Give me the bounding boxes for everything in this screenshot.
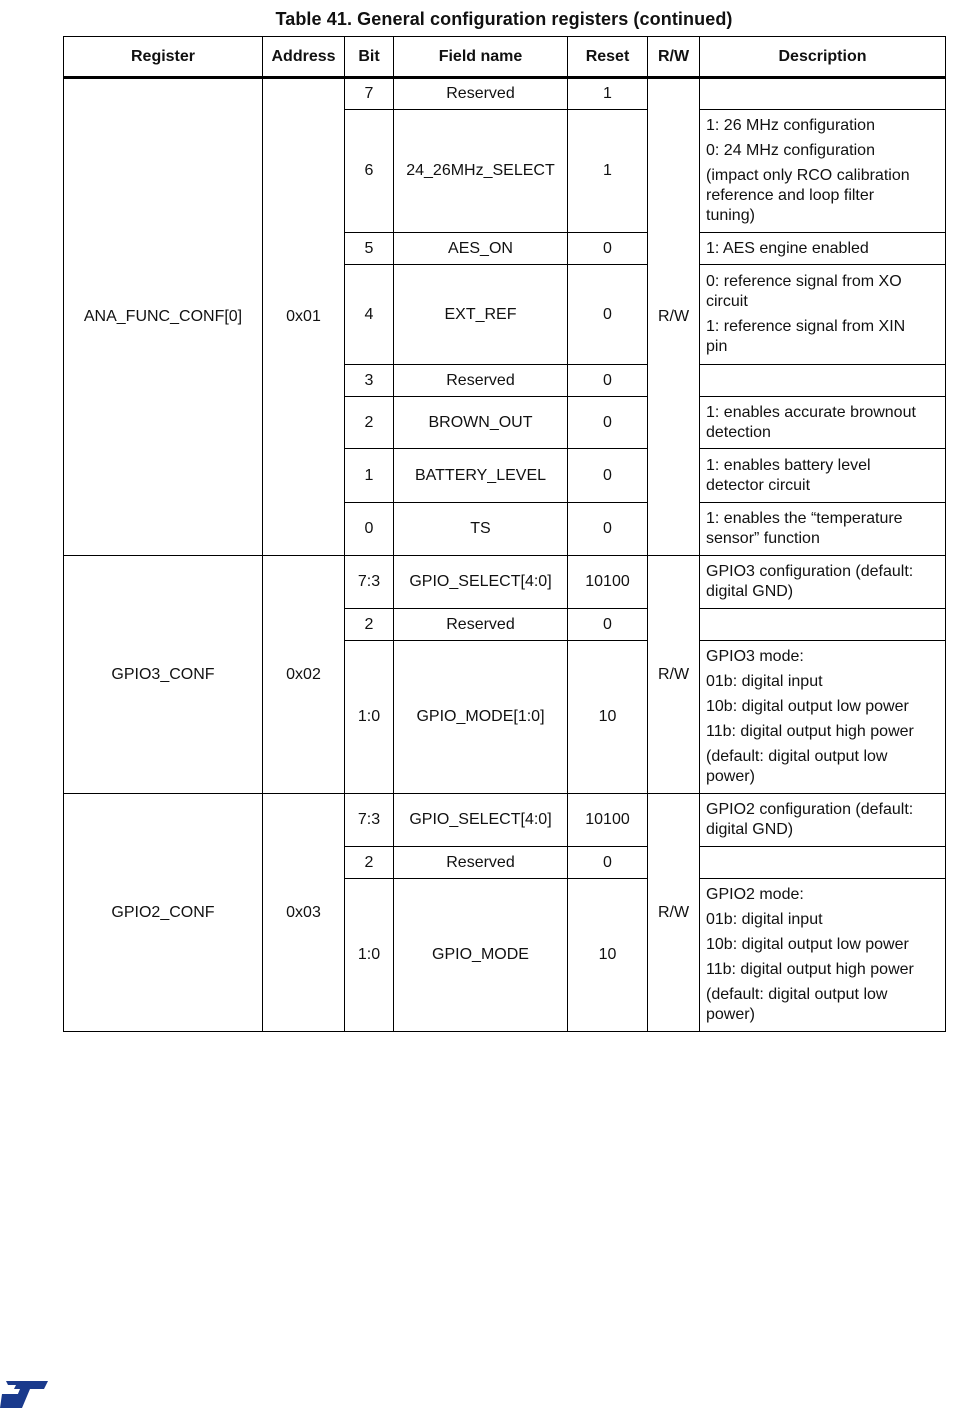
reset-cell: 0 bbox=[568, 449, 648, 503]
description-line: reference and loop filter bbox=[706, 187, 875, 204]
description-cell bbox=[700, 641, 946, 794]
bit-cell: 0 bbox=[345, 503, 394, 556]
reset-cell: 0 bbox=[568, 847, 648, 879]
reset-cell: 0 bbox=[568, 609, 648, 641]
description-cell bbox=[700, 265, 946, 365]
description-line: (default: digital output low bbox=[706, 748, 888, 765]
description-line: detector circuit bbox=[706, 476, 811, 494]
bit-cell: 2 bbox=[345, 609, 394, 641]
bit-cell: 2 bbox=[345, 397, 394, 449]
field-name-cell: Reserved bbox=[394, 78, 568, 110]
description-line: 1: enables the “temperature bbox=[706, 510, 903, 527]
field-name-cell: 24_26MHz_SELECT bbox=[394, 110, 568, 233]
rw-cell: R/W bbox=[648, 794, 700, 1032]
field-name-cell: BROWN_OUT bbox=[394, 397, 568, 449]
description-line: 1: AES engine enabled bbox=[706, 239, 869, 257]
field-name-cell: GPIO_MODE bbox=[394, 879, 568, 1032]
bit-cell: 6 bbox=[345, 110, 394, 233]
description-line: (impact only RCO calibration bbox=[706, 167, 910, 184]
bit-cell: 7 bbox=[345, 78, 394, 110]
description-line: 1: enables battery level bbox=[706, 456, 871, 474]
header-field-name: Field name bbox=[394, 37, 568, 78]
description-line: sensor” function bbox=[706, 530, 820, 547]
description-cell bbox=[700, 110, 946, 233]
description-line: digital GND) bbox=[706, 583, 794, 600]
description-cell bbox=[700, 365, 946, 397]
bit-cell: 5 bbox=[345, 233, 394, 265]
register-table bbox=[63, 36, 946, 1032]
header-rw: R/W bbox=[648, 37, 700, 78]
field-name-cell: Reserved bbox=[394, 609, 568, 641]
field-name-cell: GPIO_SELECT[4:0] bbox=[394, 794, 568, 847]
register-name-cell: GPIO3_CONF bbox=[64, 556, 263, 794]
header-description: Description bbox=[700, 37, 946, 78]
description-cell bbox=[700, 233, 946, 265]
description-cell bbox=[700, 397, 946, 449]
description-line: power) bbox=[706, 768, 755, 785]
reset-cell: 10 bbox=[568, 879, 648, 1032]
header-reset: Reset bbox=[568, 37, 648, 78]
description-line: 0: 24 MHz configuration bbox=[706, 142, 875, 159]
bit-cell: 3 bbox=[345, 365, 394, 397]
field-name-cell: EXT_REF bbox=[394, 265, 568, 365]
header-address: Address bbox=[263, 37, 345, 78]
description-line: 10b: digital output low power bbox=[706, 936, 909, 953]
table-row bbox=[64, 794, 946, 847]
header-register: Register bbox=[64, 37, 263, 78]
description-line: (default: digital output low bbox=[706, 986, 888, 1003]
reset-cell: 1 bbox=[568, 78, 648, 110]
address-cell: 0x03 bbox=[263, 794, 345, 1032]
description-cell bbox=[700, 847, 946, 879]
table-row bbox=[64, 556, 946, 609]
description-line: digital GND) bbox=[706, 821, 794, 838]
reset-cell: 10100 bbox=[568, 794, 648, 847]
header-bit: Bit bbox=[345, 37, 394, 78]
reset-cell: 0 bbox=[568, 265, 648, 365]
field-name-cell: AES_ON bbox=[394, 233, 568, 265]
description-cell bbox=[700, 794, 946, 847]
field-name-cell: GPIO_MODE[1:0] bbox=[394, 641, 568, 794]
bit-cell: 7:3 bbox=[345, 556, 394, 609]
reset-cell: 10100 bbox=[568, 556, 648, 609]
rw-cell: R/W bbox=[648, 556, 700, 794]
bit-cell: 1:0 bbox=[345, 879, 394, 1032]
table-body bbox=[64, 78, 946, 1032]
field-name-cell: GPIO_SELECT[4:0] bbox=[394, 556, 568, 609]
description-cell bbox=[700, 449, 946, 503]
description-line: power) bbox=[706, 1006, 755, 1023]
reset-cell: 0 bbox=[568, 365, 648, 397]
description-cell bbox=[700, 556, 946, 609]
reset-cell: 0 bbox=[568, 503, 648, 556]
rw-cell: R/W bbox=[648, 78, 700, 556]
address-cell: 0x02 bbox=[263, 556, 345, 794]
field-name-cell: Reserved bbox=[394, 365, 568, 397]
description-line: 11b: digital output high power bbox=[706, 961, 914, 978]
reset-cell: 0 bbox=[568, 233, 648, 265]
description-line: 1: enables accurate brownout bbox=[706, 403, 916, 421]
description-line: detection bbox=[706, 423, 771, 441]
address-cell: 0x01 bbox=[263, 78, 345, 556]
description-cell bbox=[700, 609, 946, 641]
table-caption: Table 41. General configuration registers (continued) bbox=[275, 9, 733, 29]
bit-cell: 2 bbox=[345, 847, 394, 879]
description-line: GPIO2 mode: bbox=[706, 886, 804, 903]
bit-cell: 1:0 bbox=[345, 641, 394, 794]
description-line: 1: 26 MHz configuration bbox=[706, 117, 875, 134]
st-logo bbox=[0, 1380, 50, 1409]
description-line: tuning) bbox=[706, 207, 755, 224]
description-line: pin bbox=[706, 338, 728, 355]
description-line: GPIO3 configuration (default: bbox=[706, 563, 914, 580]
header-row bbox=[64, 37, 946, 78]
reset-cell: 1 bbox=[568, 110, 648, 233]
description-line: GPIO3 mode: bbox=[706, 648, 804, 665]
bit-cell: 7:3 bbox=[345, 794, 394, 847]
description-cell bbox=[700, 879, 946, 1032]
description-line: 11b: digital output high power bbox=[706, 723, 914, 740]
description-cell bbox=[700, 78, 946, 110]
reset-cell: 10 bbox=[568, 641, 648, 794]
bit-cell: 1 bbox=[345, 449, 394, 503]
description-line: 10b: digital output low power bbox=[706, 698, 909, 715]
description-line: 01b: digital input bbox=[706, 911, 823, 928]
description-cell bbox=[700, 503, 946, 556]
field-name-cell: BATTERY_LEVEL bbox=[394, 449, 568, 503]
bit-cell: 4 bbox=[345, 265, 394, 365]
field-name-cell: TS bbox=[394, 503, 568, 556]
description-line: 0: reference signal from XO bbox=[706, 273, 902, 290]
field-name-cell: Reserved bbox=[394, 847, 568, 879]
register-name-cell: GPIO2_CONF bbox=[64, 794, 263, 1032]
table-row bbox=[64, 78, 946, 110]
register-name-cell: ANA_FUNC_CONF[0] bbox=[64, 78, 263, 556]
description-line: circuit bbox=[706, 293, 748, 310]
description-line: GPIO2 configuration (default: bbox=[706, 801, 914, 818]
description-line: 1: reference signal from XIN bbox=[706, 318, 906, 335]
reset-cell: 0 bbox=[568, 397, 648, 449]
description-line: 01b: digital input bbox=[706, 673, 823, 690]
